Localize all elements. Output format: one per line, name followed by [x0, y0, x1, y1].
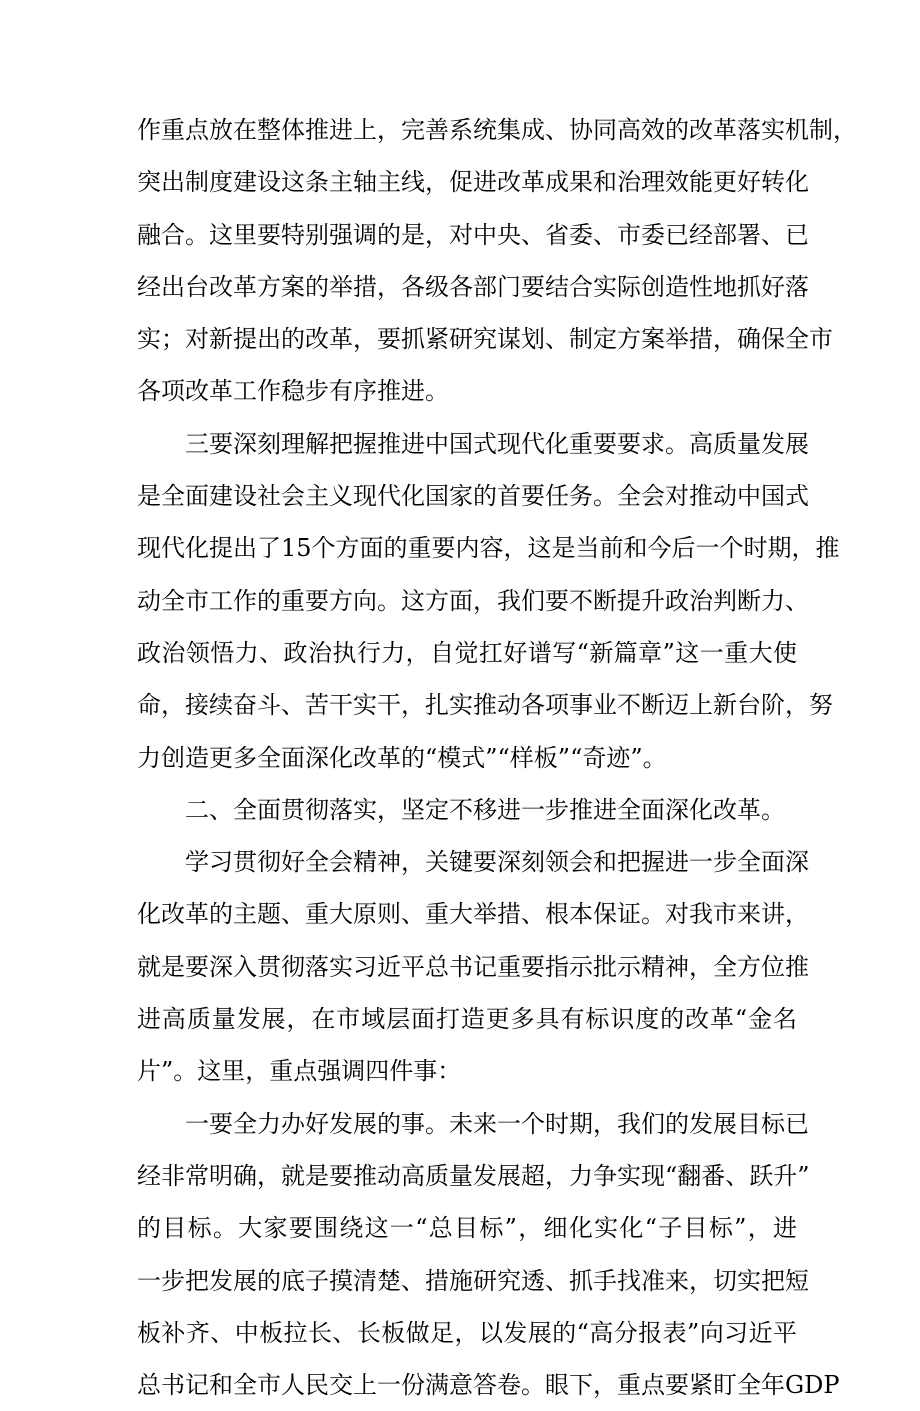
text-line: 经出台改革方案的举措，各级各部门要结合实际创造性地抓好落: [137, 272, 809, 301]
text-line: 经非常明确，就是要推动高质量发展超，力争实现“翻番、跃升”: [137, 1161, 810, 1190]
text-line: 突出制度建设这条主轴主线，促进改革成果和治理效能更好转化: [137, 168, 809, 197]
text-line: 的目标。大家要围绕这一“总目标”，细化实化“子目标”，进: [137, 1214, 797, 1243]
text-line: 一步把发展的底子摸清楚、措施研究透、抓手找准来，切实把短: [137, 1266, 809, 1295]
text-line: 政治领悟力、政治执行力，自觉扛好谱写“新篇章”这一重大使: [137, 638, 797, 667]
text-line: 力创造更多全面深化改革的“模式”“样板”“奇迹”。: [137, 743, 667, 772]
text-line: 片”。这里，重点强调四件事：: [137, 1057, 462, 1086]
text-line: 实；对新提出的改革，要抓紧研究谋划、制定方案举措，确保全市: [137, 325, 833, 354]
text-line: 一要全力办好发展的事。未来一个时期，我们的发展目标已: [185, 1109, 809, 1138]
text-line: 就是要深入贯彻落实习近平总书记重要指示批示精神，全方位推: [137, 952, 809, 981]
text-line: 三要深刻理解把握推进中国式现代化重要要求。高质量发展: [185, 429, 809, 458]
text-line: 作重点放在整体推进上，完善系统集成、协同高效的改革落实机制，: [137, 116, 857, 144]
text-line: 现代化提出了15个方面的重要内容，这是当前和今后一个时期，推: [137, 534, 840, 563]
text-line: 各项改革工作稳步有序推进。: [137, 377, 449, 406]
text-line: 板补齐、中板拉长、长板做足，以发展的“高分报表”向习近平: [137, 1318, 797, 1347]
text-line: 动全市工作的重要方向。这方面，我们要不断提升政治判断力、: [137, 586, 809, 615]
text-line: 学习贯彻好全会精神，关键要深刻领会和把握进一步全面深: [185, 848, 809, 877]
text-line: 融合。这里要特别强调的是，对中央、省委、市委已经部署、已: [137, 220, 809, 249]
body-text: [137, 104, 857, 1411]
text-line: 化改革的主题、重大原则、重大举措、根本保证。对我市来讲，: [137, 900, 809, 929]
text-line: 进高质量发展，在市域层面打造更多具有标识度的改革“金名: [137, 1005, 797, 1034]
text-line: 命，接续奋斗、苦干实干，扎实推动各项事业不断迈上新台阶，努: [137, 691, 833, 720]
text-line: 是全面建设社会主义现代化国家的首要任务。全会对推动中国式: [137, 482, 809, 511]
text-line: 总书记和全市人民交上一份满意答卷。眼下，重点要紧盯全年GDP: [137, 1371, 840, 1400]
section-heading: 二、全面贯彻落实，坚定不移进一步推进全面深化改革。: [185, 795, 785, 824]
